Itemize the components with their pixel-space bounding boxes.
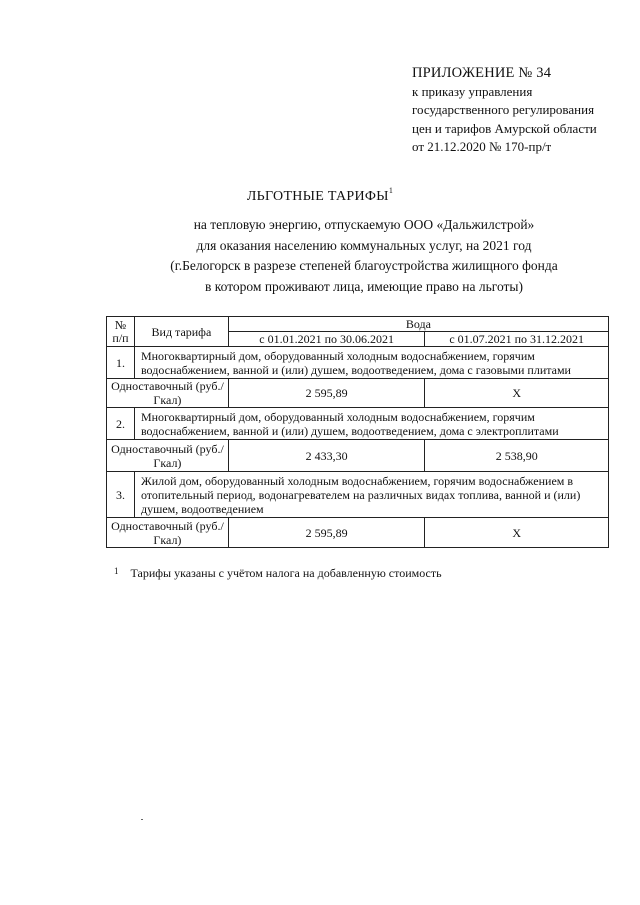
subtitle-line: на тепловую энергию, отпускаемую ООО «Дальжилстрой» [193, 217, 535, 232]
document-title [0, 186, 640, 205]
row-value-1: 2 595,89 [228, 518, 425, 548]
footnote [114, 566, 442, 581]
row-description: Многоквартирный дом, оборудованный холодным водоснабжением, горячим водоснабжением, ванной и (или) душем, водоотведением, дома с электроплитами [134, 408, 608, 440]
header-period-2: с 01.07.2021 по 31.12.2021 [425, 332, 609, 347]
row-value-2: X [425, 379, 609, 408]
table-row [107, 518, 609, 548]
row-value-2: 2 538,90 [425, 440, 609, 472]
document-subtitle [0, 215, 640, 297]
table-row [107, 379, 609, 408]
row-num: 3. [107, 472, 135, 518]
subtitle-line: в котором проживают лица, имеющие право на льготы) [205, 278, 523, 294]
row-description: Жилой дом, оборудованный холодным водоснабжением, горячим водоснабжением в отопительный период, водонагревателем на различных видах топлива, ванной и (или) душем, водоотведением [134, 472, 608, 518]
table-row [107, 408, 609, 440]
row-description: Многоквартирный дом, оборудованный холодным водоснабжением, горячим водоснабжением, ванной и (или) душем, водоотведением, дома с газовыми плитами [134, 347, 608, 379]
row-value-1: 2 595,89 [228, 379, 425, 408]
annex-line: государственного регулирования [412, 102, 595, 117]
footnote-text: Тарифы указаны с учётом налога на добавленную стоимость [130, 566, 442, 580]
row-value-2: X [425, 518, 609, 548]
row-tariff-label: Одноставочный (руб./Гкал) [107, 518, 229, 548]
title-text: ЛЬГОТНЫЕ ТАРИФЫ [246, 189, 389, 204]
table-header-row [107, 317, 609, 332]
annex-line: цен и тарифов Амурской области [412, 120, 597, 136]
annex-line: от 21.12.2020 № 170-пр/т [412, 139, 552, 154]
footnote-mark: 1 [114, 566, 119, 576]
subtitle-line: для оказания населению коммунальных услуг, на 2021 год [196, 237, 532, 253]
tariff-table [106, 316, 609, 548]
header-num: № п/п [107, 317, 135, 347]
header-water: Вода [228, 317, 608, 332]
header-tariff-type: Вид тарифа [134, 317, 228, 347]
subtitle-line: (г.Белогорск в разрезе степеней благоустройства жилищного фонда [170, 258, 558, 273]
annex-line: к приказу управления [412, 83, 533, 99]
row-value-1: 2 433,30 [228, 440, 425, 472]
scan-speck [141, 819, 143, 820]
row-tariff-label: Одноставочный (руб./Гкал) [107, 440, 229, 472]
table-row [107, 440, 609, 472]
row-num: 1. [107, 347, 135, 379]
row-num: 2. [107, 408, 135, 440]
table-row [107, 347, 609, 379]
title-footnote-mark: 1 [388, 186, 394, 195]
row-tariff-label: Одноставочный (руб./Гкал) [107, 379, 229, 408]
annex-heading: ПРИЛОЖЕНИЕ № 34 [412, 65, 552, 81]
annex-block [412, 64, 636, 157]
header-period-1: с 01.01.2021 по 30.06.2021 [228, 332, 425, 347]
table-row [107, 472, 609, 518]
